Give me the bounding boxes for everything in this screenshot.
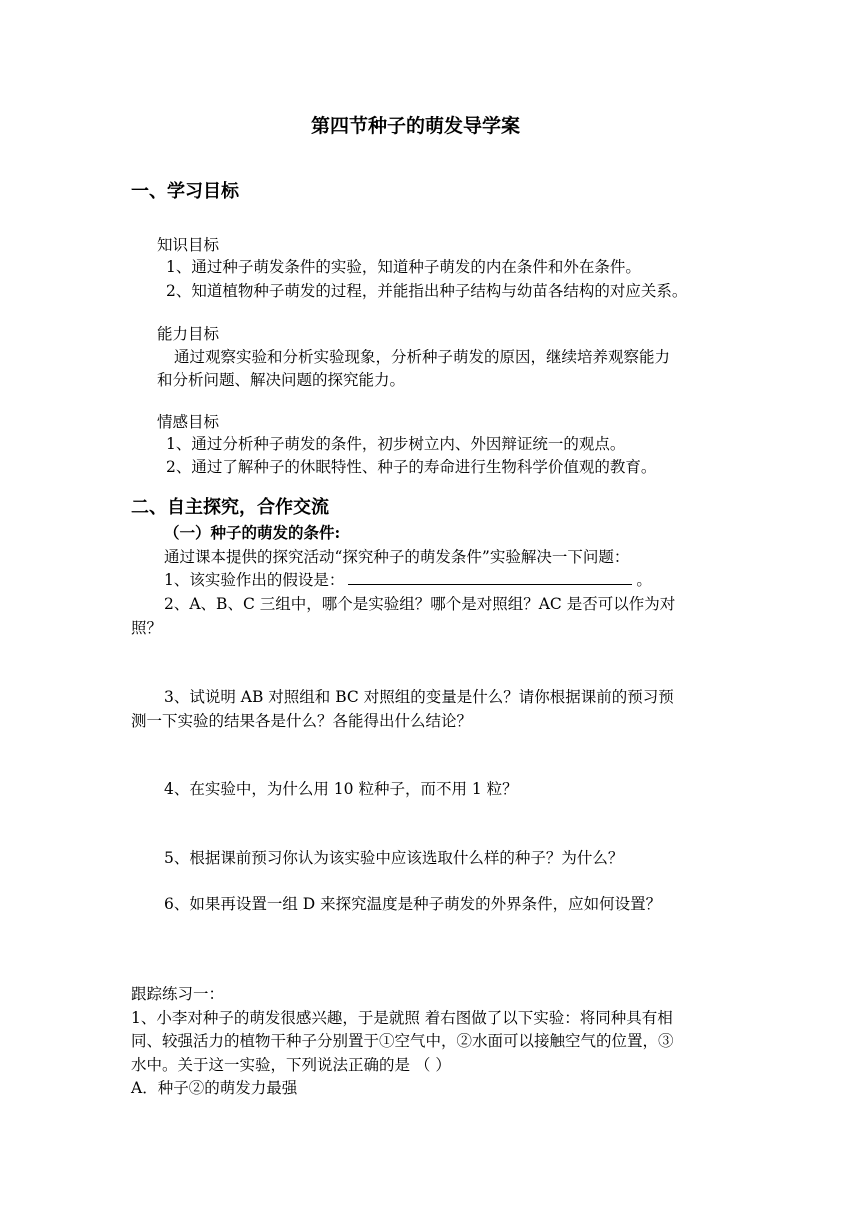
emotion-goal-label: 情感目标 xyxy=(157,413,220,431)
practice-line: 1、小李对种子的萌发很感兴趣，于是就照 着右图做了以下实验：将同种具有相 xyxy=(131,1009,673,1027)
practice-heading: 跟踪练习一： xyxy=(131,985,225,1003)
question-5: 5、根据课前预习你认为该实验中应该选取什么样的种子？为什么？ xyxy=(164,849,624,867)
question-3: 3、试说明 AB 对照组和 BC 对照组的变量是什么？请你根据课前的预习预 xyxy=(164,688,674,706)
answer-blank[interactable] xyxy=(348,569,632,585)
practice-line: 同、较强活力的植物干种子分别置于①空气中，②水面可以接触空气的位置，③ xyxy=(131,1032,674,1050)
practice-line: 水中。关于这一实验，下列说法正确的是 （ ） xyxy=(131,1056,451,1074)
page-title: 第四节种子的萌发导学案 xyxy=(311,115,521,137)
question-1 xyxy=(164,569,652,591)
question-1-end: 。 xyxy=(636,571,652,589)
ability-goal-text: 和分析问题、解决问题的探究能力。 xyxy=(157,371,406,389)
question-2: 2、A、B、C 三组中，哪个是实验组？哪个是对照组？AC 是否可以作为对 xyxy=(164,595,676,613)
practice-option-a: A．种子②的萌发力最强 xyxy=(131,1079,298,1097)
question-1-text: 1、该实验作出的假设是： xyxy=(164,571,345,589)
question-6: 6、如果再设置一组 D 来探究温度是种子萌发的外界条件，应如何设置？ xyxy=(164,895,662,913)
section2-heading: 二、自主探究，合作交流 xyxy=(131,497,329,518)
question-4: 4、在实验中，为什么用 10 粒种子，而不用 1 粒？ xyxy=(164,780,518,798)
question-2-cont: 照？ xyxy=(131,619,163,637)
knowledge-goal-label: 知识目标 xyxy=(157,236,220,254)
knowledge-goal-item: 1、通过种子萌发条件的实验，知道种子萌发的内在条件和外在条件。 xyxy=(166,258,641,276)
emotion-goal-item: 1、通过分析种子萌发的条件，初步树立内、外因辩证统一的观点。 xyxy=(166,435,626,453)
ability-goal-label: 能力目标 xyxy=(157,325,220,343)
section2-intro: 通过课本提供的探究活动“探究种子的萌发条件”实验解决一下问题： xyxy=(164,548,630,566)
emotion-goal-item: 2、通过了解种子的休眠特性、种子的寿命进行生物科学价值观的教育。 xyxy=(166,458,657,476)
knowledge-goal-item: 2、知道植物种子萌发的过程，并能指出种子结构与幼苗各结构的对应关系。 xyxy=(166,282,688,300)
section2-subheading: （一）种子的萌发的条件: xyxy=(164,523,341,542)
section1-heading: 一、学习目标 xyxy=(131,181,239,202)
question-3-cont: 测一下实验的结果各是什么？各能得出什么结论？ xyxy=(131,712,473,730)
ability-goal-text: 通过观察实验和分析实验现象，分析种子萌发的原因，继续培养观察能力 xyxy=(174,348,671,366)
